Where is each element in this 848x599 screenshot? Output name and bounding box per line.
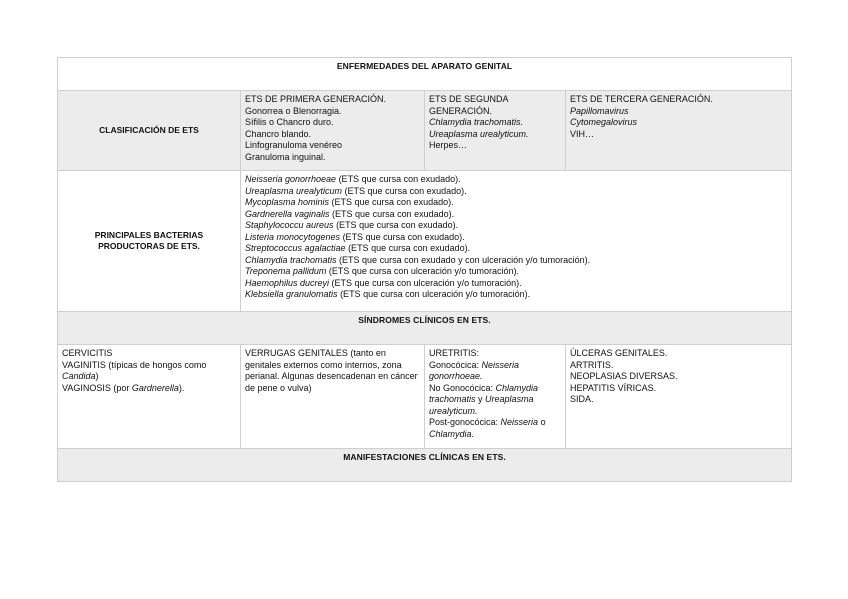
sindrome-item: VAGINOSIS (por Gardnerella).: [62, 382, 185, 393]
tercera-item: Cytomegalovirus: [570, 117, 638, 127]
manifestaciones-title: MANIFESTACIONES CLÍNICAS EN ETS.: [58, 449, 792, 482]
tercera-heading: ETS DE TERCERA GENERACIÓN.: [570, 94, 713, 104]
verrugas-text: VERRUGAS GENITALES (tanto en genitales externos como internos, zona perianal. Algunas desencadenan en cáncer de pene o vulva): [245, 348, 418, 393]
uretritis-gonococica: Gonocócica: Neisseria gonorrhoeae.: [429, 359, 520, 381]
sindrome-item: SIDA.: [570, 394, 594, 404]
sindrome-item: CERVICITIS: [62, 348, 113, 358]
segunda-item: Chlamydia trachomatis.: [429, 117, 524, 127]
bacteria-item: Haemophilus ducreyi (ETS que cursa con ulceración y/o tumoración).: [245, 277, 522, 288]
sindromes-col-4: [566, 345, 792, 449]
sindromes-title: SÍNDROMES CLÍNICOS EN ETS.: [58, 312, 792, 345]
primera-heading: ETS DE PRIMERA GENERACIÓN.: [245, 94, 387, 104]
segunda-item: Herpes…: [429, 140, 468, 150]
bacteria-item: Streptococcus agalactiae (ETS que cursa con exudado).: [245, 243, 471, 253]
primera-item: Sífilis o Chancro duro.: [245, 117, 334, 127]
sindrome-item: ARTRITIS.: [570, 359, 614, 370]
bacterias-list: [241, 171, 792, 312]
uretritis-heading: URETRITIS:: [429, 348, 480, 358]
bacteria-item: Staphylococcu aureus (ETS que cursa con exudado).: [245, 220, 459, 230]
uretritis-post-gonococica: Post-gonocócica: Neisseria o Chlamydia.: [429, 417, 546, 439]
bacteria-item: Mycoplasma hominis (ETS que cursa con exudado).: [245, 197, 454, 207]
tercera-item: VIH…: [570, 128, 595, 139]
bacteria-item: Gardnerella vaginalis (ETS que cursa con exudado).: [245, 208, 455, 219]
bacteria-item: Neisseria gonorrhoeae (ETS que cursa con exudado).: [245, 174, 461, 184]
bacteria-item: Chlamydia trachomatis (ETS que cursa con exudado y con ulceración y/o tumoración).: [245, 254, 591, 265]
primera-item: Granuloma inguinal.: [245, 151, 326, 162]
bacteria-item: Ureaplasma urealyticum (ETS que cursa con exudado).: [245, 185, 467, 196]
sindrome-item: VAGINITIS (típicas de hongos como: [62, 359, 207, 370]
bacterias-label: [58, 171, 241, 312]
segunda-generacion-cell: [425, 91, 566, 171]
tercera-item: Papillomavirus: [570, 105, 629, 116]
sindrome-item: NEOPLASIAS DIVERSAS.: [570, 371, 678, 381]
primera-generacion-cell: [241, 91, 425, 171]
sindromes-col-2: [241, 345, 425, 449]
segunda-item: Ureaplasma urealyticum.: [429, 128, 529, 139]
segunda-heading-1: ETS DE SEGUNDA: [429, 94, 509, 104]
bacteria-item: Klebsiella granulomatis (ETS que cursa con ulceración y/o tumoración).: [245, 289, 531, 299]
sindrome-item: Candida): [62, 371, 99, 381]
primera-item: Chancro blando.: [245, 128, 312, 139]
sindrome-item: HEPATITIS VÍRICAS.: [570, 382, 657, 393]
uretritis-no-gonococica: No Gonocócica: Chlamydia trachomatis y Ureaplasma urealyticum.: [429, 382, 539, 416]
bacterias-label-line: PRINCIPALES BACTERIAS: [94, 229, 204, 240]
sindromes-col-1: [58, 345, 241, 449]
segunda-heading-2: GENERACIÓN.: [429, 105, 493, 116]
primera-item: Gonorrea o Blenorragia.: [245, 105, 342, 116]
sindrome-item: ÚLCERAS GENITALES.: [570, 348, 668, 358]
clasificacion-label: CLASIFICACIÓN DE ETS: [58, 91, 241, 171]
primera-item: Linfogranuloma venéreo: [245, 140, 343, 150]
bacterias-label-line: PRODUCTORAS DE ETS.: [98, 241, 200, 251]
bacteria-item: Listeria monocytogenes (ETS que cursa con exudado).: [245, 231, 465, 242]
ets-table: [57, 57, 792, 482]
bacteria-item: Treponema pallidum (ETS que cursa con ulceración y/o tumoración).: [245, 266, 519, 276]
sindromes-col-3: [425, 345, 566, 449]
tercera-generacion-cell: [566, 91, 792, 171]
table-title: ENFERMEDADES DEL APARATO GENITAL: [58, 58, 792, 91]
